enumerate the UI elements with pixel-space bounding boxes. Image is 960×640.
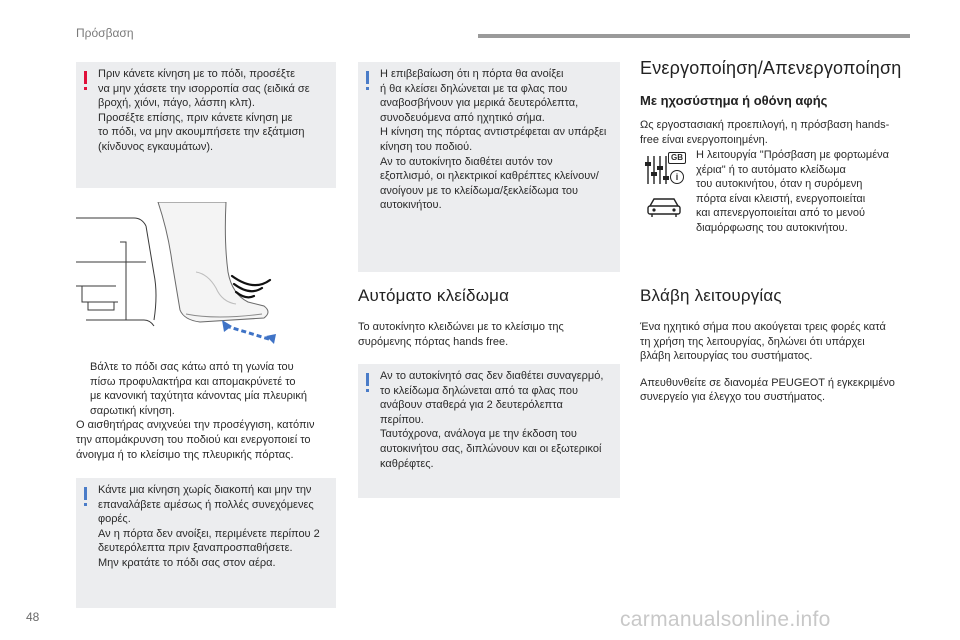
- info-line: Κάντε μια κίνηση χωρίς διακοπή και μην την: [98, 484, 312, 496]
- bullet-line: με κανονική ταχύτητα κάνοντας μία πλευρική: [90, 390, 307, 403]
- info-line: επαναλάβετε αμέσως ή πολλές συνεχόμενες: [98, 498, 314, 511]
- info-line: αυτοκινήτου σας, διπλώνουν και οι εξωτερικοί: [380, 442, 602, 455]
- para-line: Απευθυνθείτε σε διανομέα PEUGEOT ή εγκεκριμένο: [640, 376, 895, 389]
- para-line: Ένα ηχητικό σήμα που ακούγεται τρεις φορές κατά: [640, 321, 886, 333]
- info-line: Μην κρατάτε το πόδι σας στον αέρα.: [98, 556, 276, 569]
- header-rule: [478, 34, 910, 38]
- info-line: φορές.: [98, 513, 131, 526]
- info-dot: [84, 503, 87, 506]
- info-mark-icon: [366, 373, 369, 386]
- warning-line: να μην χάσετε την ισορροπία σας (ειδικά σε: [98, 82, 310, 95]
- para-line: Η λειτουργία "Πρόσβαση με φορτωμένα: [696, 149, 889, 161]
- watermark-text: carmanualsonline.info: [620, 608, 831, 631]
- info-line: αυτοκινήτου.: [380, 199, 442, 212]
- para-line: Ο αισθητήρας ανιχνεύει την προσέγγιση, κατόπιν: [76, 419, 315, 432]
- info-dot: [366, 389, 369, 392]
- bullet-line: σαρωτική κίνηση.: [90, 404, 175, 417]
- subsection-title: Με ηχοσύστημα ή οθόνη αφής: [640, 93, 828, 108]
- info-line: το κλείδωμα δηλώνεται από τα φλας που: [380, 384, 579, 397]
- info-mark-icon: [84, 487, 87, 500]
- info-line: Αν το αυτοκίνητο διαθέτει αυτόν τον: [380, 155, 553, 168]
- para-line: άνοιγμα ή το κλείσιμο της πλευρικής πόρτας.: [76, 448, 294, 461]
- info-line: περίπου.: [380, 413, 424, 426]
- info-line: κίνηση του ποδιού.: [380, 140, 473, 153]
- bullet-line: πίσω προφυλακτήρα και απομακρύνετέ το: [90, 375, 296, 388]
- para-line: την απομάκρυνση του ποδιού και ενεργοποιεί το: [76, 433, 311, 446]
- car-front-icon: [646, 196, 682, 218]
- info-line: Η κίνηση της πόρτας αντιστρέφεται αν υπάρξει: [380, 126, 607, 139]
- info-line: Αν η πόρτα δεν ανοίξει, περιμένετε περίπου 2: [98, 527, 320, 540]
- warning-line: το πόδι, να μην ακουμπήσετε την εξάτμιση: [98, 126, 305, 139]
- bullet-line: Βάλτε το πόδι σας κάτω από τη γωνία του: [90, 361, 294, 373]
- warning-dot: [84, 87, 87, 90]
- para-line: βλάβη λειτουργίας του συστήματος.: [640, 350, 813, 363]
- fault-section: [640, 286, 920, 405]
- auto-lock-section: [358, 286, 620, 349]
- para-line: και απενεργοποιείται από το μενού: [696, 207, 865, 220]
- para-line: free είναι ενεργοποιημένη.: [640, 133, 768, 146]
- section-title: Ενεργοποίηση/Απενεργοποίηση: [640, 58, 902, 78]
- info-line: Ταυτόχρονα, ανάλογα με την έκδοση του: [380, 428, 577, 441]
- para-line: Ως εργοστασιακή προεπιλογή, η πρόσβαση hands-: [640, 119, 890, 131]
- foot-sensor-illustration: [76, 202, 336, 347]
- para-line: τη χρήση της λειτουργίας, δηλώνει ότι υπάρχει: [640, 335, 865, 348]
- middle-info-box-bottom: [358, 364, 620, 498]
- section-title: Βλάβη λειτουργίας: [640, 286, 782, 305]
- info-line: συνοδευόμενα από ηχητικό σήμα.: [380, 111, 545, 124]
- middle-info-box-top: [358, 62, 620, 272]
- section-title: Αυτόματο κλείδωμα: [358, 286, 510, 305]
- info-circle-icon: i: [670, 170, 684, 184]
- warning-line: Πριν κάνετε κίνηση με το πόδι, προσέξτε: [98, 68, 296, 80]
- warning-box: [76, 62, 336, 188]
- para-line: συνεργείο για έλεγχο του συστήματος.: [640, 391, 826, 404]
- gb-badge-icon: GB: [668, 152, 686, 164]
- info-line: αναβοσβήνουν για μερικά δευτερόλεπτα,: [380, 97, 579, 110]
- left-bullet: [76, 360, 336, 462]
- info-line: δευτερόλεπτα πριν ξαναπροσπαθήσετε.: [98, 542, 293, 555]
- icon-description: [696, 148, 920, 236]
- para-line: πόρτα είναι κλειστή, ενεργοποιείται: [696, 192, 866, 205]
- warning-line: Προσέξτε επίσης, πριν κάνετε κίνηση με: [98, 111, 293, 124]
- info-line: ανοίγουν με το κλείδωμα/ξεκλείδωμα του: [380, 184, 579, 197]
- page-number: 48: [26, 610, 40, 624]
- activation-section: [640, 58, 920, 147]
- left-info-box: [76, 478, 336, 608]
- warning-mark-icon: [84, 71, 87, 84]
- header-title: Πρόσβαση: [76, 26, 134, 40]
- para-line: του αυτοκινήτου, όταν η συρόμενη: [696, 178, 863, 191]
- warning-line: βροχή, χιόνι, πάγο, λάσπη κλπ).: [98, 97, 255, 110]
- info-dot: [366, 87, 369, 90]
- info-mark-icon: [366, 71, 369, 84]
- info-line: Η επιβεβαίωση ότι η πόρτα θα ανοίξει: [380, 68, 564, 80]
- info-line: ή θα κλείσει δηλώνεται με τα φλας που: [380, 82, 568, 95]
- warning-line: (κίνδυνος εγκαυμάτων).: [98, 140, 214, 153]
- para-line: Το αυτοκίνητο κλειδώνει με το κλείσιμο της: [358, 321, 564, 333]
- info-line: Αν το αυτοκίνητό σας δεν διαθέτει συναγερμό,: [380, 370, 604, 382]
- info-line: ανάβουν σταθερά για 2 δευτερόλεπτα: [380, 399, 563, 412]
- para-line: συρόμενης πόρτας hands free.: [358, 335, 509, 348]
- para-line: χέρια" ή το αυτόματο κλείδωμα: [696, 163, 846, 176]
- info-line: καθρέφτες.: [380, 457, 434, 470]
- para-line: διαμόρφωσης του αυτοκινήτου.: [696, 221, 848, 234]
- info-line: εξοπλισμό, οι ηλεκτρικοί καθρέπτες κλείνουν/: [380, 170, 599, 183]
